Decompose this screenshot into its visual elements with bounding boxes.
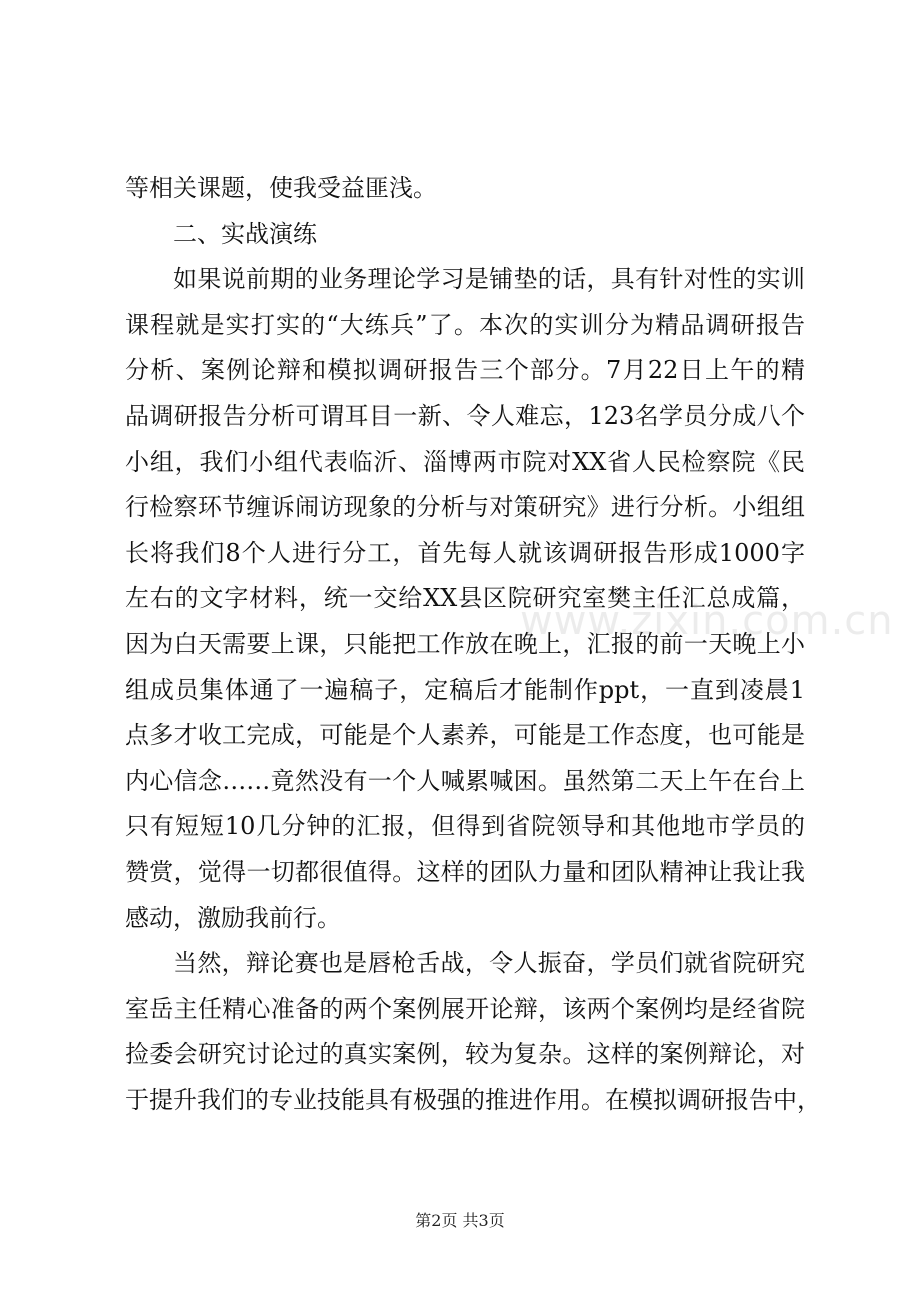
text-line: 点多才收工完成，可能是个人素养，可能是工作态度，也可能是 [125,721,805,750]
text-line: 如果说前期的业务理论学习是铺垫的话，具有针对性的实训 [173,265,805,294]
text-line: 小组，我们小组代表临沂、淄博两市院对XX省人民检察院《民 [125,447,805,476]
text-line: 于提升我们的专业技能具有极强的推进作用。在模拟调研报告中， [125,1085,821,1114]
text-line: 行检察环节缠诉闹访现象的分析与对策研究》进行分析。小组组 [125,493,805,522]
text-line: 品调研报告分析可谓耳目一新、令人难忘，123名学员分成八个 [125,401,805,430]
text-line: 等相关课题，使我受益匪浅。 [125,174,437,202]
document-body [125,166,821,1123]
text-line: 因为白天需要上课，只能把工作放在晚上，汇报的前一天晚上小 [125,629,805,658]
text-line: 赞赏，觉得一切都很值得。这样的团队力量和团队精神让我让我 [125,857,805,886]
text-line: 室岳主任精心准备的两个案例展开论辩，该两个案例均是经省院 [125,994,805,1023]
watermark: www.zixin.com.cn [520,598,894,644]
text-line: 内心信念……竟然没有一个人喊累喊困。虽然第二天上午在台上 [125,766,805,795]
text-line: 感动，激励我前行。 [125,903,341,932]
text-line: 捡委会研究讨论过的真实案例，较为复杂。这样的案例辩论，对 [125,1040,805,1069]
text-line: 只有短短10几分钟的汇报，但得到省院领导和其他地市学员的 [125,812,805,841]
text-line: 当然，辩论赛也是唇枪舌战，令人振奋，学员们就省院研究 [173,949,805,978]
text-line: 左右的文字材料，统一交给XX县区院研究室樊主任汇总成篇， [125,584,805,613]
page-footer: 第2页 共3页 [415,1211,505,1230]
text-line: 长将我们8个人进行分工，首先每人就该调研报告形成1000字 [125,538,805,567]
section-heading: 二、实战演练 [173,219,317,248]
text-line: 分析、案例论辩和模拟调研报告三个部分。7月22日上午的精 [125,356,805,385]
text-line: 课程就是实打实的“大练兵”了。本次的实训分为精品调研报告 [125,310,805,339]
text-line: 组成员集体通了一遍稿子，定稿后才能制作ppt，一直到凌晨1 [125,675,805,704]
